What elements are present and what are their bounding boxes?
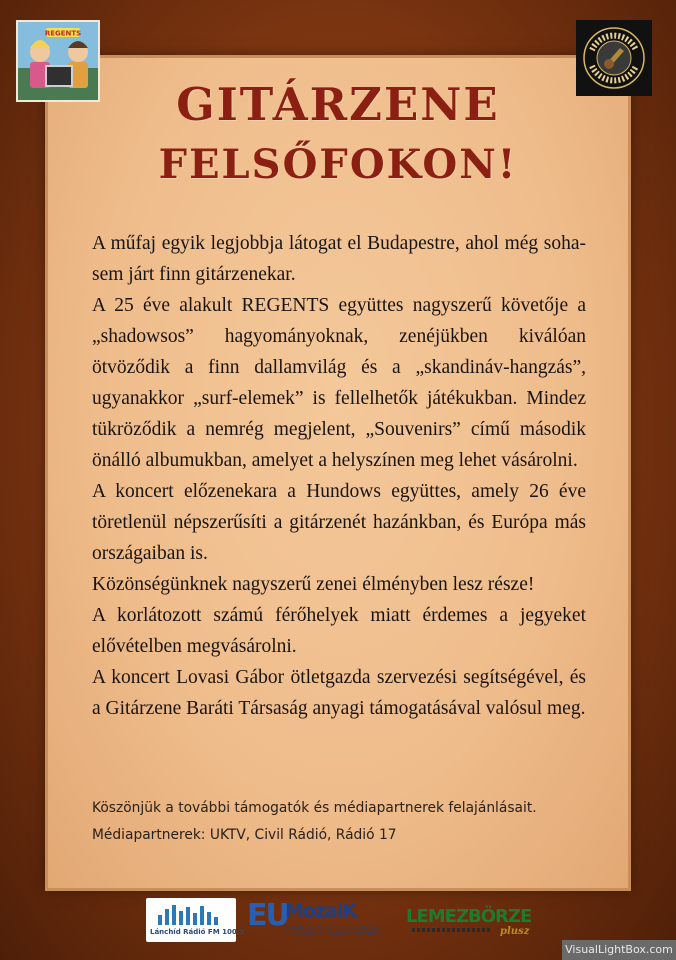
lemezborze-logo [404, 898, 534, 942]
body-paragraph: A 25 éve alakult REGENTS együttes nagyszerű követője a „shadowsos” hagyományoknak, zenéjükben kiválóan ötvöződik a finn dallamvilág és a „skandináv-hangzás”, ugyanakkor „surf-elemek” is fellelhetők játékukban. Mindez tükröződik a nemrég megjelent, „Souvenirs” című második önálló albumukban, amelyet a helyszínen meg lehet vásárolni. [92, 295, 586, 471]
svg-text:REGENTS: REGENTS [44, 29, 82, 38]
radio-bars-icon [156, 903, 226, 925]
lemezborze-name: LEMEZBÖRZE [406, 906, 532, 927]
lanchid-radio-logo [146, 898, 245, 942]
watermark: VisualLightBox.com [562, 940, 676, 960]
credits [92, 795, 612, 849]
lanchid-radio-name: Lánchíd Rádió FM 100.3 [150, 928, 245, 936]
eu-mozaik-name: MozaiK [285, 900, 357, 922]
eu-mozaik-subtitle: SZÍNES EURÓPAI HÍRMAGAZIN AZ EUROPARLTV HIVATALOS PARTNERE [285, 925, 383, 938]
eu-mozaik-eu: EU [247, 898, 288, 933]
lemezborze-mark: plusz [500, 926, 530, 937]
lemezborze-divider [412, 928, 492, 932]
eu-mozaik-logo [247, 898, 397, 942]
body-paragraph: A műfaj egyik legjobbja látogat el Budapestre, ahol még sohasem járt finn gitárzenekar. [92, 233, 586, 285]
poster-body [92, 228, 586, 724]
body-paragraph: A korlátozott számú férőhelyek miatt érdemes a jegyeket elővételben megvásárolni. [92, 605, 586, 657]
media-partners-line: Médiapartnerek: UKTV, Civil Rádió, Rádió 17 [92, 827, 397, 843]
body-paragraph: Közönségünknek nagyszerű zenei élményben lesz része! [92, 574, 535, 595]
body-paragraph: A koncert Lovasi Gábor ötletgazda szervezési segítségével, és a Gitárzene Baráti Társaság anyagi támogatásával valósul meg. [92, 667, 586, 719]
poster-title-line2: FELSŐFOKON! [158, 141, 518, 188]
thanks-line: Köszönjük a további támogatók és médiapartnerek felajánlásait. [92, 800, 537, 816]
poster-title-line1: GITÁRZENE [176, 78, 500, 131]
body-paragraph: A koncert előzenekara a Hundows együttes, amely 26 éve töretlenül népszerűsíti a gitárzenét hazánkban, és Európa más országaiban is. [92, 481, 586, 564]
